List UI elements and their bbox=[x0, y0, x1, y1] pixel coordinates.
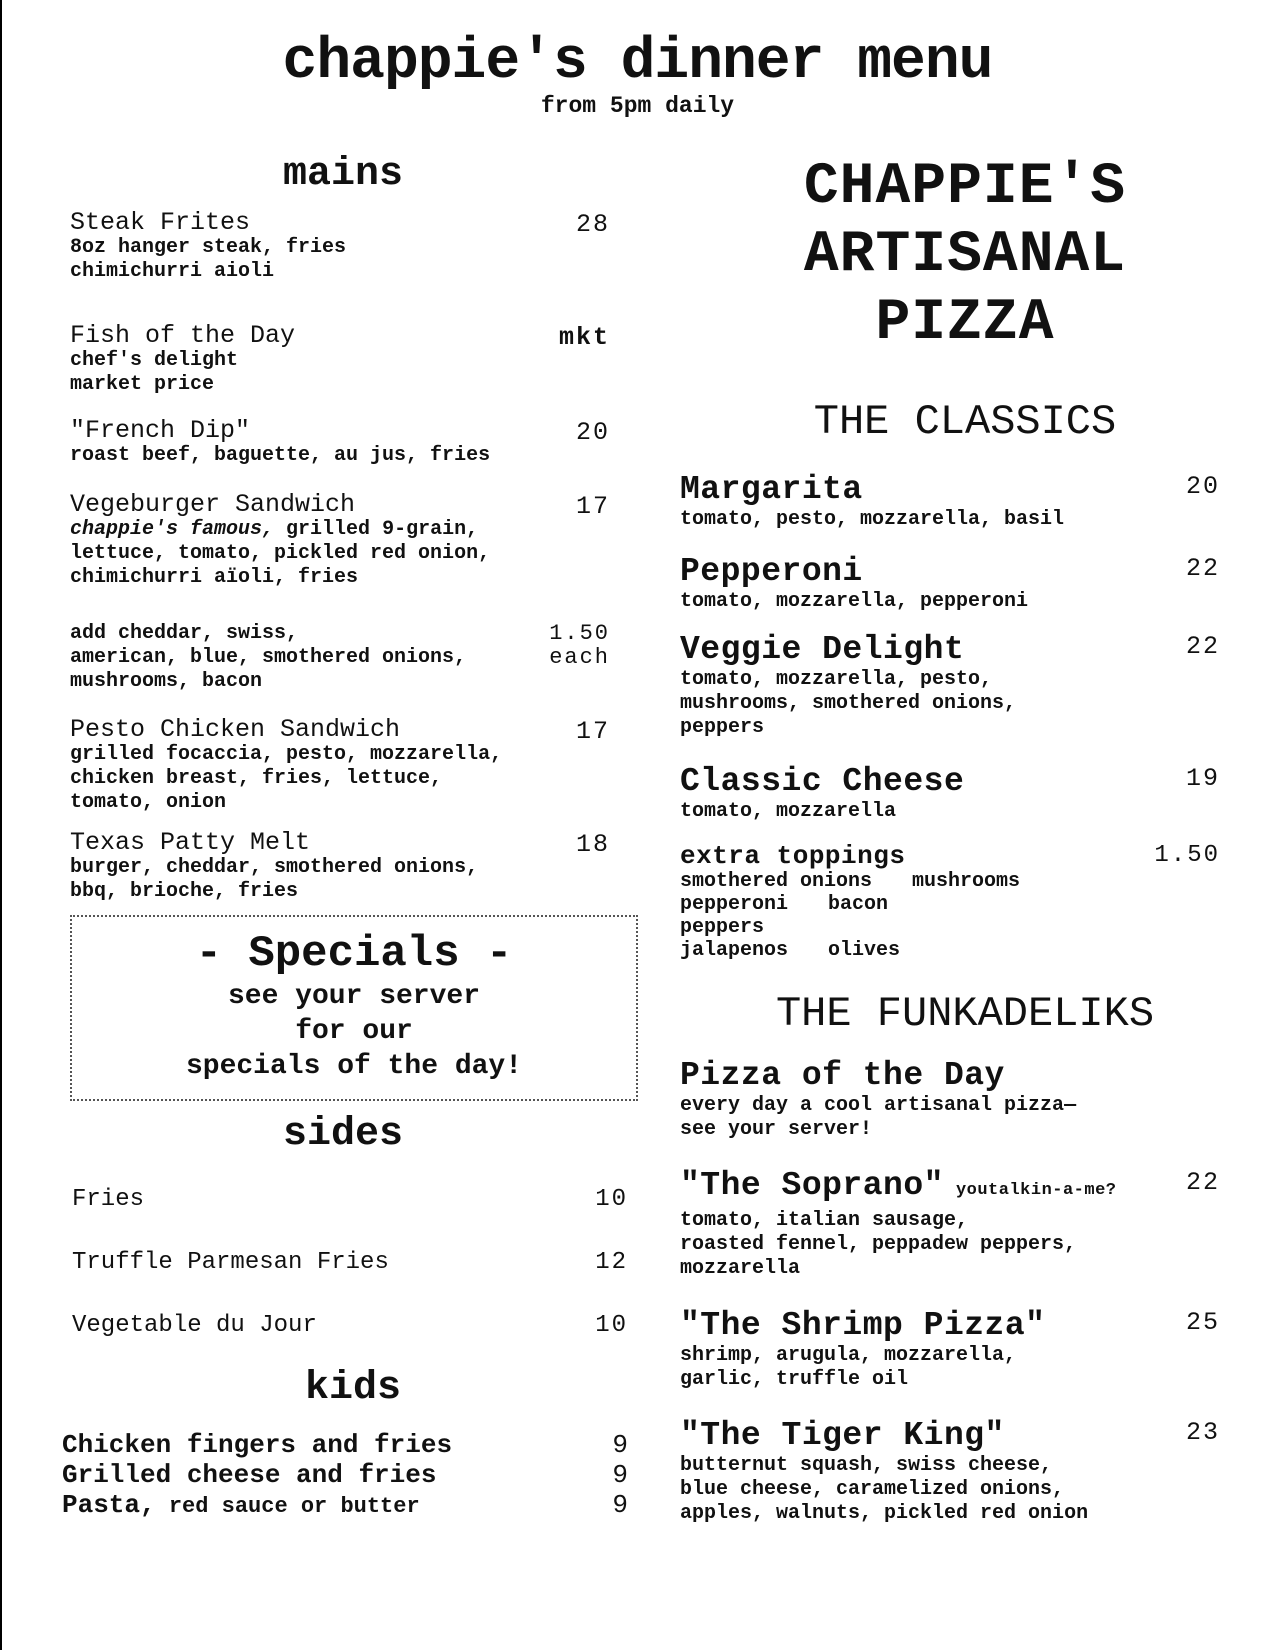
menu-item bbox=[70, 323, 640, 397]
funkadeliks-heading: THE FUNKADELIKS bbox=[775, 990, 1155, 1038]
item-desc: 8oz hanger steak, fries bbox=[70, 236, 347, 259]
pizza-desc: tomato, italian sausage, bbox=[680, 1209, 969, 1232]
toppings-row bbox=[680, 870, 1220, 893]
kids-price: 9 bbox=[612, 1490, 628, 1520]
kids-heading: kids bbox=[304, 1366, 401, 1411]
extra-toppings bbox=[680, 842, 1220, 962]
pizza-desc: every day a cool artisanal pizza— bbox=[680, 1094, 1077, 1117]
pizza-desc: mushrooms, smothered onions, bbox=[680, 692, 1017, 715]
item-price: 28 bbox=[575, 210, 610, 239]
side-name: Fries bbox=[72, 1186, 145, 1213]
specials-line: specials of the day! bbox=[185, 1051, 523, 1082]
specials-box bbox=[70, 915, 638, 1101]
extra-toppings-price: 1.50 bbox=[1154, 842, 1220, 869]
item-desc: chicken breast, fries, lettuce, bbox=[70, 767, 443, 790]
toppings-row bbox=[680, 916, 1220, 939]
item-name: Fish of the Day bbox=[70, 321, 296, 350]
pizza-price: 25 bbox=[1185, 1308, 1220, 1337]
side-name: Truffle Parmesan Fries bbox=[72, 1249, 389, 1276]
pizza-desc: peppers bbox=[680, 716, 765, 739]
item-desc: mushrooms, bacon bbox=[70, 670, 263, 693]
menu-item bbox=[70, 492, 640, 590]
kids-price: 9 bbox=[612, 1430, 628, 1460]
pizza-item bbox=[680, 764, 1220, 824]
item-name: Texas Patty Melt bbox=[70, 828, 311, 857]
pizza-item bbox=[680, 554, 1220, 614]
pizza-name: "The Shrimp Pizza" bbox=[680, 1307, 1046, 1344]
sides-heading: sides bbox=[282, 1112, 404, 1157]
kids-item bbox=[62, 1490, 628, 1522]
topping: olives bbox=[828, 939, 901, 962]
topping: mushrooms bbox=[912, 870, 1021, 893]
topping: peppers bbox=[680, 916, 765, 939]
item-name: Vegeburger Sandwich bbox=[70, 490, 356, 519]
pizza-item bbox=[680, 632, 1220, 740]
pizza-desc: blue cheese, caramelized onions, bbox=[680, 1478, 1065, 1501]
item-price: 17 bbox=[575, 492, 610, 521]
pizza-price: 19 bbox=[1185, 764, 1220, 793]
addon-price: 1.50 bbox=[549, 621, 610, 646]
pizza-desc: mozzarella bbox=[680, 1257, 801, 1280]
side-price: 12 bbox=[595, 1249, 628, 1276]
pizza-title-line: CHAPPIE'S bbox=[803, 155, 1127, 220]
classics-heading: THE CLASSICS bbox=[813, 398, 1117, 446]
kids-desc: red sauce or butter bbox=[155, 1494, 420, 1519]
side-price: 10 bbox=[595, 1312, 628, 1339]
item-desc: chef's delight bbox=[70, 349, 239, 372]
topping: pepperoni bbox=[680, 893, 789, 916]
pizza-aside: youtalkin-a-me? bbox=[955, 1181, 1117, 1200]
item-name: Pesto Chicken Sandwich bbox=[70, 715, 401, 744]
pizza-desc: butternut squash, swiss cheese, bbox=[680, 1454, 1053, 1477]
menu-item bbox=[70, 622, 640, 694]
pizza-price: 23 bbox=[1185, 1418, 1220, 1447]
menu-subtitle: from 5pm daily bbox=[540, 93, 735, 119]
kids-name: Pasta, bbox=[62, 1490, 156, 1520]
side-price: 10 bbox=[595, 1186, 628, 1213]
mains-heading: mains bbox=[282, 152, 404, 197]
pizza-desc: tomato, pesto, mozzarella, basil bbox=[680, 508, 1065, 531]
pizza-desc: garlic, truffle oil bbox=[680, 1368, 909, 1391]
page-edge bbox=[0, 0, 2, 1650]
pizza-name: Pepperoni bbox=[680, 553, 863, 590]
item-name: add cheddar, swiss, bbox=[70, 622, 299, 645]
topping: smothered onions bbox=[680, 870, 873, 893]
specials-title: - Specials - bbox=[195, 929, 513, 979]
pizza-name: "The Soprano" bbox=[680, 1167, 944, 1204]
item-desc: grilled 9-grain, bbox=[274, 518, 479, 541]
kids-item bbox=[62, 1430, 628, 1460]
side-name: Vegetable du Jour bbox=[72, 1312, 317, 1339]
item-desc: market price bbox=[70, 373, 215, 396]
item-desc: chimichurri aïoli, fries bbox=[70, 566, 359, 589]
pizza-desc: shrimp, arugula, mozzarella, bbox=[680, 1344, 1017, 1367]
toppings-row bbox=[680, 939, 1220, 962]
item-desc: bbq, brioche, fries bbox=[70, 880, 299, 903]
pizza-desc: tomato, mozzarella bbox=[680, 800, 897, 823]
pizza-desc: see your server! bbox=[680, 1118, 873, 1141]
pizza-price: 20 bbox=[1185, 472, 1220, 501]
side-item bbox=[72, 1249, 628, 1276]
pizza-item bbox=[680, 472, 1220, 532]
toppings-row bbox=[680, 893, 1220, 916]
side-item bbox=[72, 1312, 628, 1339]
pizza-desc: tomato, mozzarella, pepperoni bbox=[680, 590, 1029, 613]
pizza-item bbox=[680, 1058, 1220, 1142]
item-price: mkt bbox=[558, 323, 610, 352]
item-price: 20 bbox=[575, 418, 610, 447]
specials-line: for our bbox=[295, 1016, 413, 1047]
item-desc: roast beef, baguette, au jus, fries bbox=[70, 444, 491, 467]
kids-name: Chicken fingers and fries bbox=[62, 1430, 453, 1460]
item-desc: tomato, onion bbox=[70, 791, 227, 814]
menu-item bbox=[70, 830, 640, 904]
kids-name: Grilled cheese and fries bbox=[62, 1460, 437, 1490]
menu-item bbox=[70, 717, 640, 815]
topping: jalapenos bbox=[680, 939, 789, 962]
item-price: 18 bbox=[575, 830, 610, 859]
addon-price-unit: each bbox=[549, 645, 610, 670]
pizza-title-line: ARTISANAL bbox=[803, 223, 1127, 288]
item-desc: chimichurri aioli bbox=[70, 260, 275, 283]
pizza-item bbox=[680, 1418, 1220, 1526]
pizza-item bbox=[680, 1308, 1220, 1392]
pizza-name: Classic Cheese bbox=[680, 763, 965, 800]
kids-price: 9 bbox=[612, 1460, 628, 1490]
pizza-name: Veggie Delight bbox=[680, 631, 965, 668]
pizza-item bbox=[680, 1168, 1220, 1281]
side-item bbox=[72, 1186, 628, 1213]
item-desc-emphasis: chappie's famous, bbox=[70, 518, 275, 541]
item-price bbox=[549, 622, 610, 670]
pizza-name: Pizza of the Day bbox=[680, 1057, 1005, 1094]
pizza-title-line: PIZZA bbox=[875, 291, 1055, 356]
item-desc: lettuce, tomato, pickled red onion, bbox=[70, 542, 491, 565]
item-desc: grilled focaccia, pesto, mozzarella, bbox=[70, 743, 503, 766]
specials-line: see your server bbox=[227, 981, 481, 1012]
item-desc: american, blue, smothered onions, bbox=[70, 646, 467, 669]
menu-title: chappie's dinner menu bbox=[282, 30, 993, 95]
item-name: "French Dip" bbox=[70, 416, 251, 445]
item-name: Steak Frites bbox=[70, 208, 251, 237]
pizza-name: "The Tiger King" bbox=[680, 1417, 1005, 1454]
topping: bacon bbox=[828, 893, 889, 916]
pizza-desc: tomato, mozzarella, pesto, bbox=[680, 668, 993, 691]
menu-item bbox=[70, 418, 640, 468]
kids-item bbox=[62, 1460, 628, 1490]
item-desc: burger, cheddar, smothered onions, bbox=[70, 856, 479, 879]
pizza-name: Margarita bbox=[680, 471, 863, 508]
pizza-price: 22 bbox=[1185, 1168, 1220, 1197]
pizza-desc: roasted fennel, peppadew peppers, bbox=[680, 1233, 1077, 1256]
pizza-desc: apples, walnuts, pickled red onion bbox=[680, 1502, 1089, 1525]
item-price: 17 bbox=[575, 717, 610, 746]
pizza-price: 22 bbox=[1185, 632, 1220, 661]
extra-toppings-label: extra toppings bbox=[680, 841, 906, 871]
pizza-price: 22 bbox=[1185, 554, 1220, 583]
menu-item bbox=[70, 210, 640, 284]
